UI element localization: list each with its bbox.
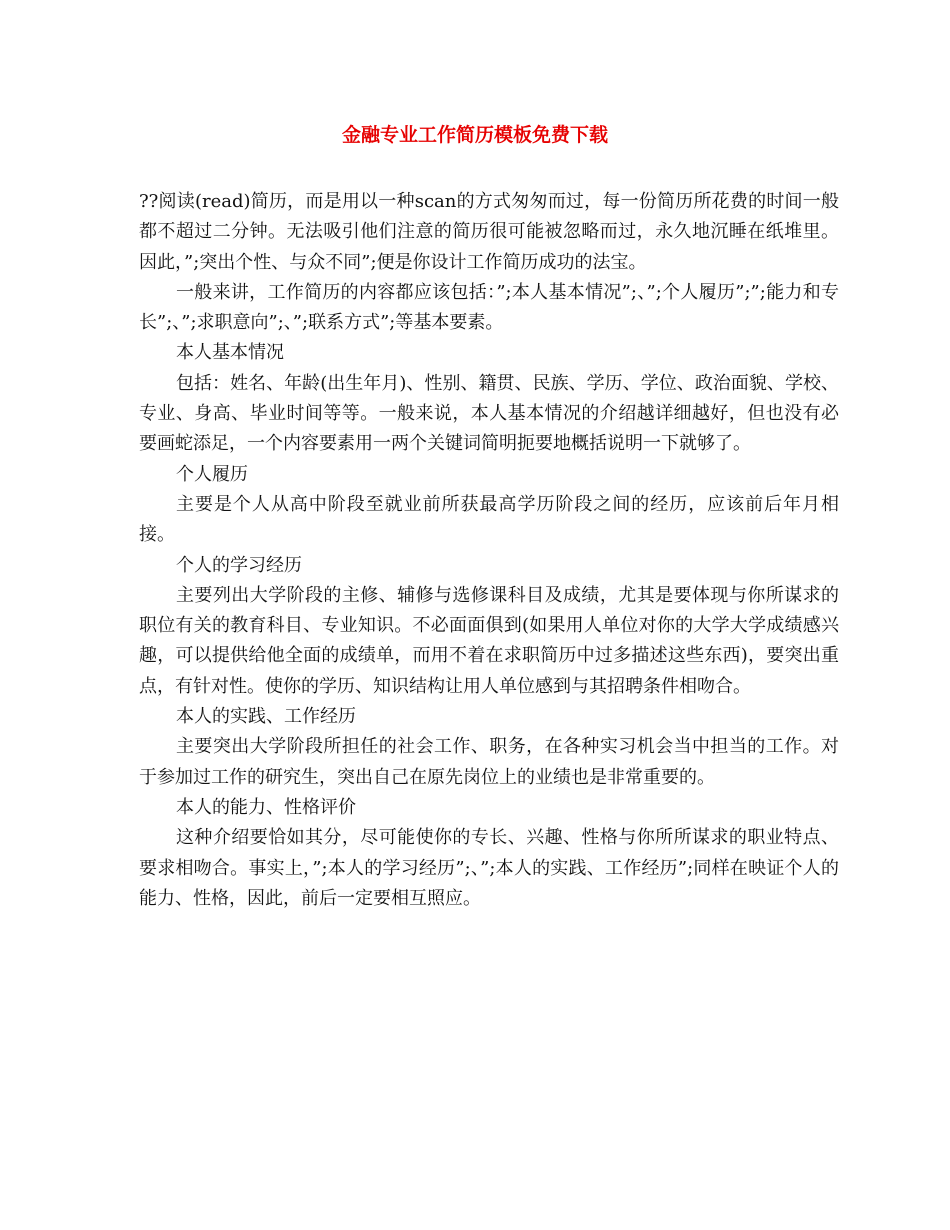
paragraph-contents: 一般来讲，工作简历的内容都应该包括：”;本人基本情况”;、”;个人履历”;”;能力和专长”;、”;求职意向”;、”;联系方式”;等基本要素。 bbox=[139, 281, 839, 334]
document-title: 金融专业工作简历模板免费下载 bbox=[341, 124, 608, 146]
paragraph-study: 主要列出大学阶段的主修、辅修与选修课科目及成绩，尤其是要体现与你所谋求的职位有关的教育科目、专业知识。不必面面俱到(如果用人单位对你的大学大学成绩感兴趣，可以提供给他全面的成绩单，而用不着在求职简历中过多描述这些东西)，要突出重点，有针对性。使你的学历、知识结构让用人单位感到与其招聘条件相吻合。 bbox=[139, 584, 839, 697]
paragraph-basic-info: 包括：姓名、年龄(出生年月)、性别、籍贯、民族、学历、学位、政治面貌、学校、专业、身高、毕业时间等等。一般来说，本人基本情况的介绍越详细越好，但也没有必要画蛇添足，一个内容要素用一两个关键词简明扼要地概括说明一下就够了。 bbox=[139, 372, 839, 455]
paragraph-practice: 主要突出大学阶段所担任的社会工作、职务，在各种实习机会当中担当的工作。对于参加过工作的研究生，突出自己在原先岗位上的业绩也是非常重要的。 bbox=[139, 736, 839, 788]
paragraph-resume-history: 主要是个人从高中阶段至就业前所获最高学历阶段之间的经历，应该前后年月相接。 bbox=[139, 493, 839, 546]
section-heading-basic-info: 本人基本情况 bbox=[176, 342, 284, 364]
document-body bbox=[139, 187, 839, 914]
section-heading-practice: 本人的实践、工作经历 bbox=[176, 706, 356, 728]
section-heading-ability: 本人的能力、性格评价 bbox=[176, 796, 356, 818]
section-heading-study: 个人的学习经历 bbox=[176, 554, 302, 576]
paragraph-ability: 这种介绍要恰如其分，尽可能使你的专长、兴趣、性格与你所所谋求的职业特点、要求相吻合。事实上，”;本人的学习经历”;、”;本人的实践、工作经历”;同样在映证个人的能力、性格，因此，前后一定要相互照应。 bbox=[139, 827, 839, 909]
paragraph-intro: ??阅读(read)简历，而是用以一种scan的方式匆匆而过，每一份简历所花费的时间一般都不超过二分钟。无法吸引他们注意的简历很可能被忽略而过，永久地沉睡在纸堆里。因此，”;突出个性、与众不同”;便是你设计工作简历成功的法宝。 bbox=[139, 191, 839, 273]
section-heading-resume-history: 个人履历 bbox=[176, 463, 248, 485]
